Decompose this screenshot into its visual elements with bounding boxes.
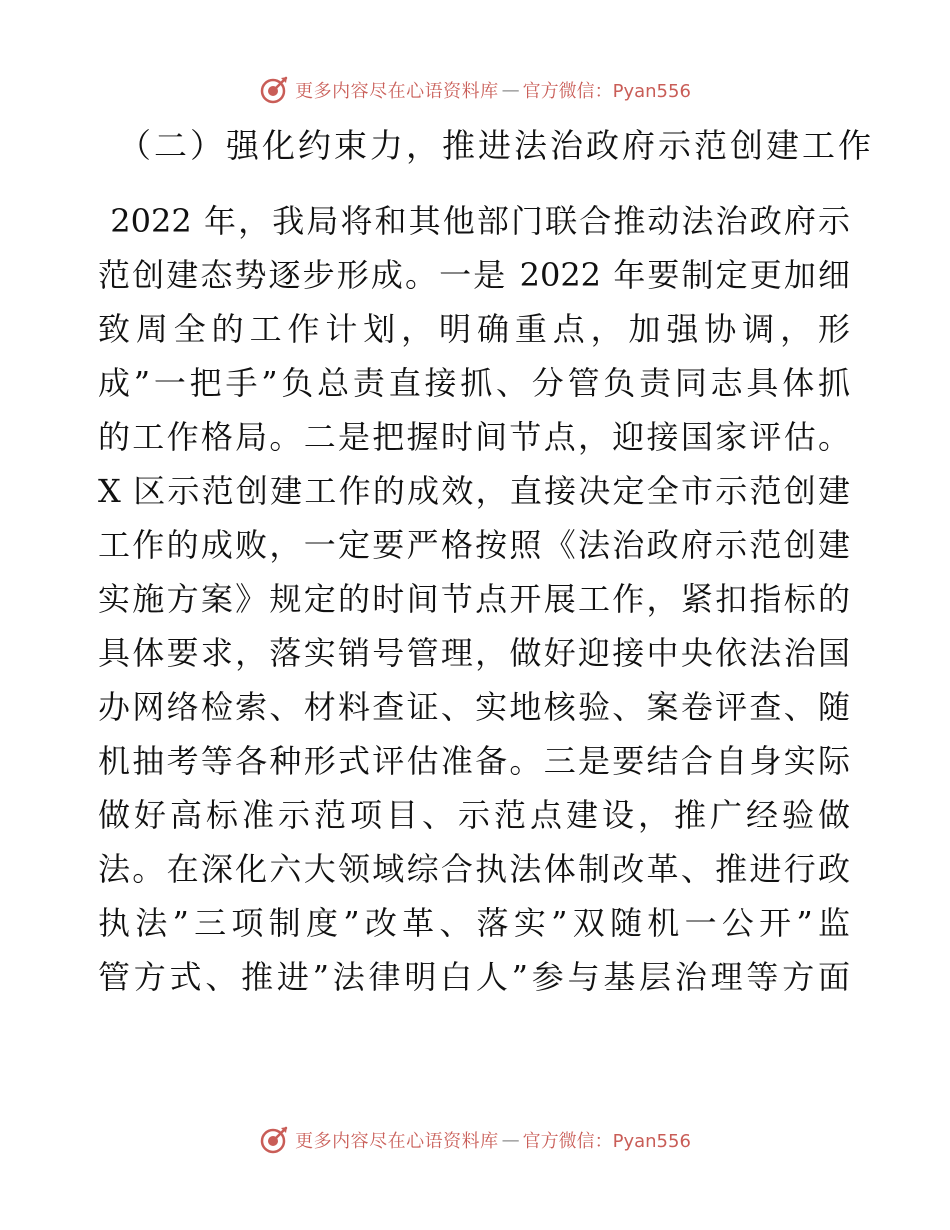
- body-line: 范创建态势逐步形成。一是 2022 年要制定更加细: [98, 256, 850, 294]
- watermark-footer: [0, 1120, 950, 1160]
- body-line: 做好高标准示范项目、示范点建设，推广经验做: [98, 796, 850, 834]
- body-line: 2022 年，我局将和其他部门联合推动法治政府示: [98, 202, 850, 240]
- quill-seal-icon: [259, 1125, 289, 1155]
- quill-seal-icon: [259, 75, 289, 105]
- body-line: 致周全的工作计划，明确重点，加强协调，形: [98, 310, 850, 348]
- body-line: 法。在深化六大领域综合执法体制改革、推进行政: [98, 850, 850, 888]
- body-line: 实施方案》规定的时间节点开展工作，紧扣指标的: [98, 580, 850, 618]
- body-line: X 区示范创建工作的成效，直接决定全市示范创建: [98, 472, 850, 510]
- watermark-text: 更多内容尽在心语资料库: [295, 1131, 499, 1152]
- section-heading: （二）强化约束力，推进法治政府示范创建工作: [118, 126, 874, 165]
- body-line: 的工作格局。二是把握时间节点，迎接国家评估。: [98, 418, 850, 456]
- watermark-text: 更多内容尽在心语资料库: [295, 81, 499, 102]
- body-line: 执法”三项制度”改革、落实”双随机一公开”监: [98, 904, 850, 942]
- watermark-contact: 官方微信：Pyan556: [522, 1131, 691, 1152]
- watermark-header: [0, 70, 950, 110]
- watermark-dash: —: [501, 79, 520, 101]
- body-line: 具体要求，落实销号管理，做好迎接中央依法治国: [98, 634, 850, 672]
- body-line: 机抽考等各种形式评估准备。三是要结合自身实际: [98, 742, 850, 780]
- body-line: 成”一把手”负总责直接抓、分管负责同志具体抓: [98, 364, 850, 402]
- body-line: 办网络检索、材料查证、实地核验、案卷评查、随: [98, 688, 850, 726]
- body-line: 管方式、推进”法律明白人”参与基层治理等方面: [98, 958, 850, 996]
- watermark-dash: —: [501, 1129, 520, 1151]
- body-paragraph: [98, 194, 850, 1004]
- watermark-contact: 官方微信：Pyan556: [522, 81, 691, 102]
- body-line: 工作的成败，一定要严格按照《法治政府示范创建: [98, 526, 850, 564]
